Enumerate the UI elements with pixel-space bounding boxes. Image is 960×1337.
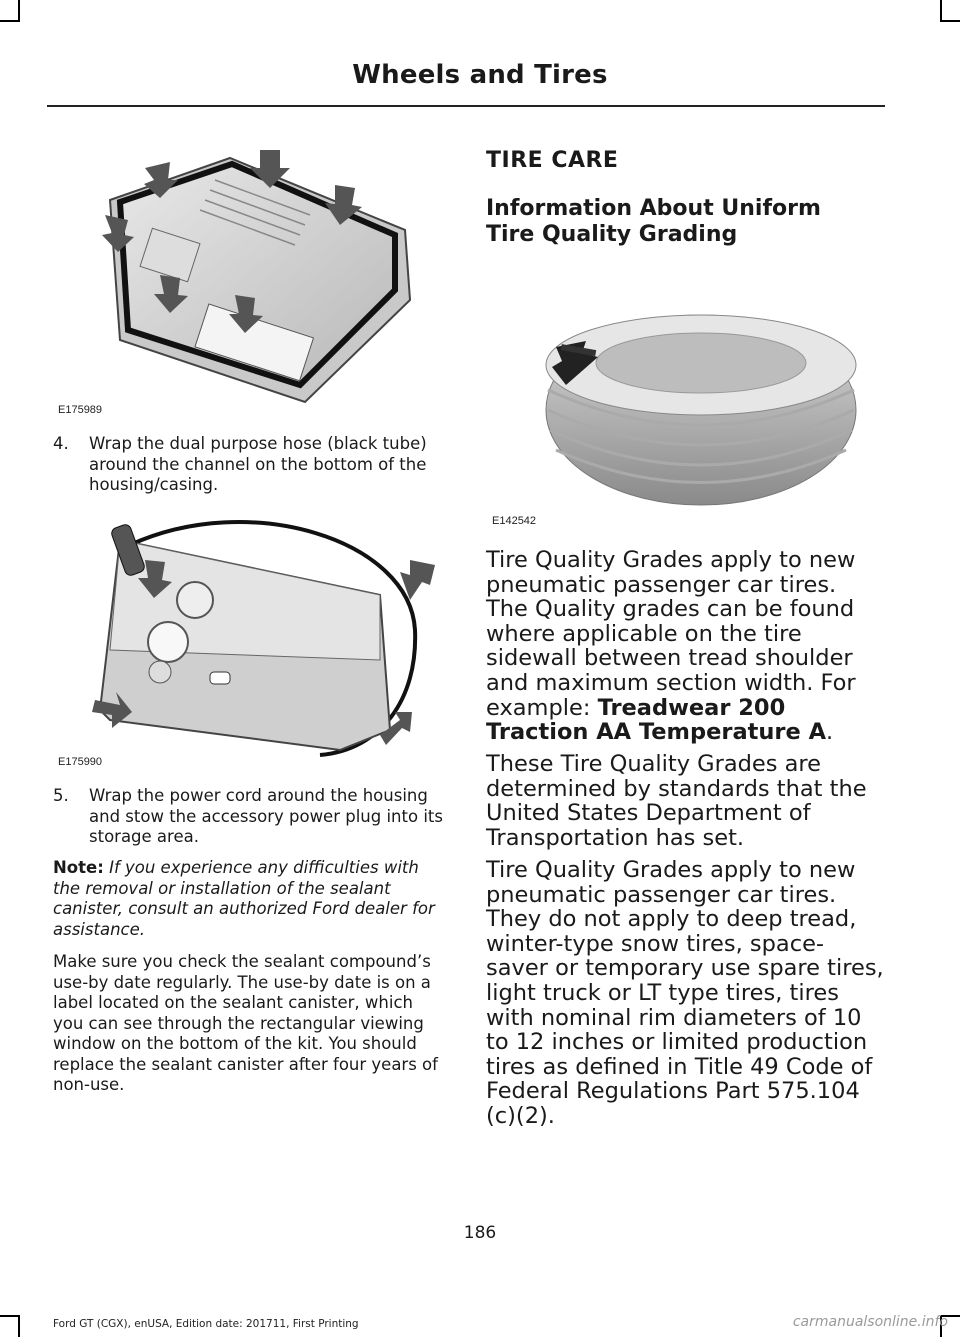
step-text: Wrap the dual purpose hose (black tube) around the channel on the bottom of the housing/casing. bbox=[89, 434, 427, 494]
crop-mark bbox=[0, 1315, 20, 1317]
figure-code: E175990 bbox=[58, 756, 103, 768]
figure-code: E175989 bbox=[58, 404, 103, 416]
paragraph-text: Tire Quality Grades apply to new pneumatic passenger car tires. The Quality grades can be found where applicable on the tire sidewall between tread shoulder and maximum section width. For example: bbox=[486, 547, 856, 721]
uniform-grading-paragraph bbox=[486, 548, 884, 745]
subsection-title: Information About Uniform Tire Quality Grading bbox=[486, 196, 821, 247]
page-number: 186 bbox=[463, 1223, 497, 1243]
figure-code: E142542 bbox=[492, 515, 537, 527]
tire-sidewall-illustration bbox=[486, 295, 886, 535]
step-5 bbox=[53, 786, 448, 848]
step-text: Wrap the power cord around the housing and stow the accessory power plug into its storage area. bbox=[89, 786, 443, 846]
step-number: 5. bbox=[53, 786, 69, 805]
dot-standards-paragraph: These Tire Quality Grades are determined by standards that the United States Department of Transportation has set. bbox=[486, 751, 867, 851]
sealant-use-by-paragraph: Make sure you check the sealant compound’s use-by date regularly. The use-by date is on a label located on the sealant canister, which you can see through the rectangular viewing window on the bottom of the kit. You should replace the sealant canister after four years of non-use. bbox=[53, 952, 438, 1094]
note-text: If you experience any difficulties with the removal or installation of the sealant canister, consult an authorized Ford dealer for assistance. bbox=[53, 858, 435, 939]
crop-mark bbox=[940, 0, 942, 22]
note-label: Note: bbox=[53, 858, 104, 877]
section-title: TIRE CARE bbox=[486, 148, 619, 173]
paragraph-end: . bbox=[826, 719, 834, 746]
note bbox=[53, 858, 448, 940]
step-number: 4. bbox=[53, 434, 69, 453]
crop-mark bbox=[0, 20, 20, 22]
sealant-kit-bottom-illustration bbox=[50, 140, 450, 420]
footer-edition: Ford GT (CGX), enUSA, Edition date: 201711, First Printing bbox=[53, 1318, 359, 1330]
compressor-figure bbox=[50, 500, 450, 770]
crop-mark bbox=[18, 1315, 20, 1337]
page-header-title: Wheels and Tires bbox=[352, 60, 608, 90]
sealant-kit-bottom-figure bbox=[50, 140, 450, 420]
compressor-power-cord-illustration bbox=[50, 500, 450, 770]
crop-mark bbox=[940, 20, 960, 22]
grading-exclusions-paragraph: Tire Quality Grades apply to new pneumatic passenger car tires. They do not apply to deep tread, winter-type snow tires, space-saver or temporary use spare tires, light truck or LT type tires, tires with nominal rim diameters of 10 to 12 inches or limited production tires as defined in Title 49 Code of Federal Regulations Part 575.104 (c)(2). bbox=[486, 857, 884, 1129]
step-4 bbox=[53, 434, 448, 496]
header-divider bbox=[47, 105, 885, 107]
crop-mark bbox=[18, 0, 20, 22]
grading-example: Treadwear 200 Traction AA Temperature A bbox=[486, 694, 827, 746]
watermark: carmanualsonline.info bbox=[792, 1314, 948, 1330]
tire-figure bbox=[486, 295, 886, 535]
